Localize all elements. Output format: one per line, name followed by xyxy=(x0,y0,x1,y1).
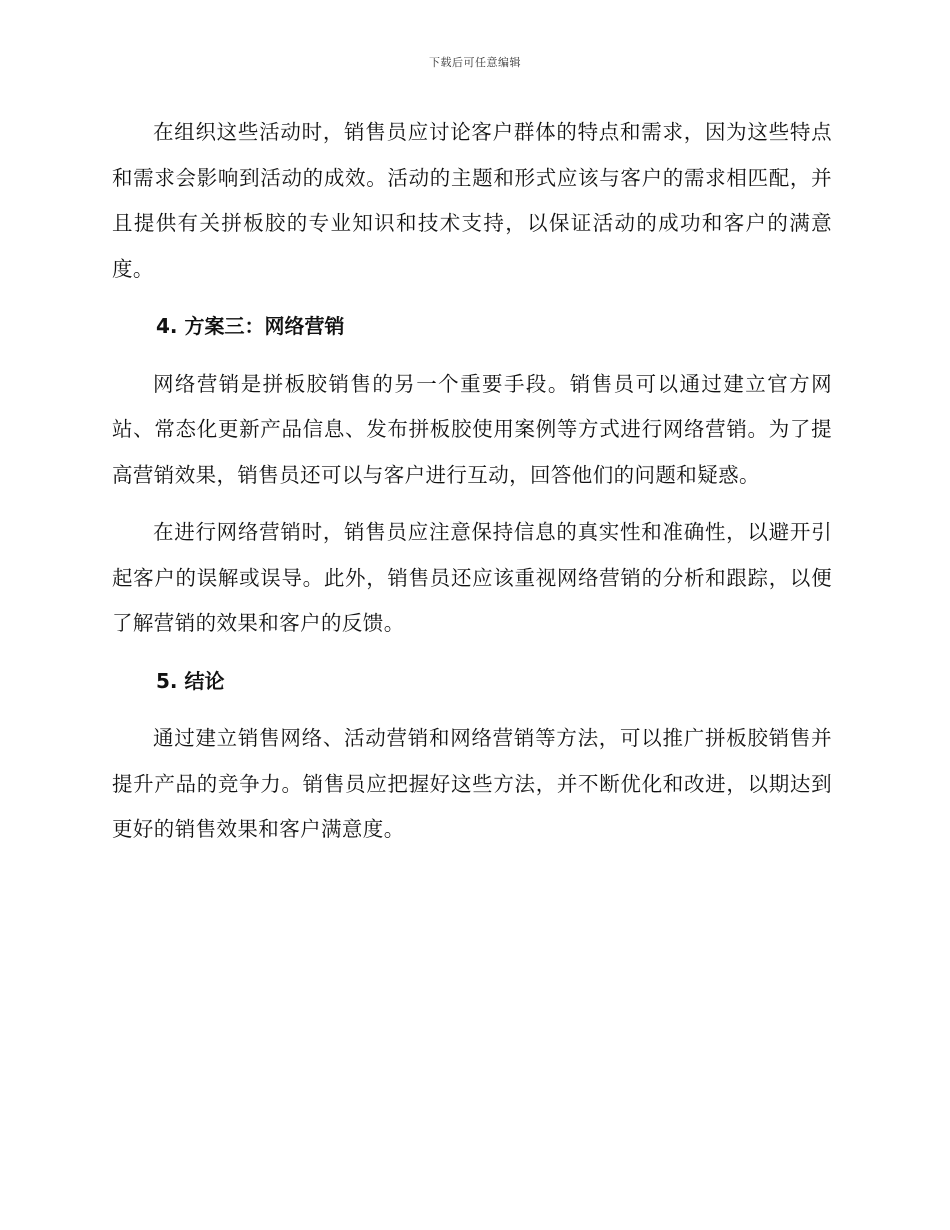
section-heading-online-marketing: 4. 方案三：网络营销 xyxy=(156,314,345,338)
paragraph-online-marketing-notes: 在进行网络营销时，销售员应注意保持信息的真实性和准确性，以避开引起客户的误解或误导。此外，销售员还应该重视网络营销的分析和跟踪，以便了解营销的效果和客户的反馈。 xyxy=(112,520,832,635)
paragraph-activity-organization: 在组织这些活动时，销售员应讨论客户群体的特点和需求，因为这些特点和需求会影响到活动的成效。活动的主题和形式应该与客户的需求相匹配，并且提供有关拼板胶的专业知识和技术支持，以保证活动的成功和客户的满意度。 xyxy=(112,120,832,281)
page-header: 下载后可任意编辑 xyxy=(429,56,521,69)
paragraph-online-marketing: 网络营销是拼板胶销售的另一个重要手段。销售员可以通过建立官方网站、常态化更新产品信息、发布拼板胶使用案例等方式进行网络营销。为了提高营销效果，销售员还可以与客户进行互动，回答他们的问题和疑惑。 xyxy=(112,371,832,487)
document-body xyxy=(112,110,832,865)
section-heading-conclusion: 5. 结论 xyxy=(156,668,225,693)
paragraph-conclusion: 通过建立销售网络、活动营销和网络营销等方法，可以推广拼板胶销售并提升产品的竞争力。销售员应把握好这些方法，并不断优化和改进，以期达到更好的销售效果和客户满意度。 xyxy=(112,726,832,841)
